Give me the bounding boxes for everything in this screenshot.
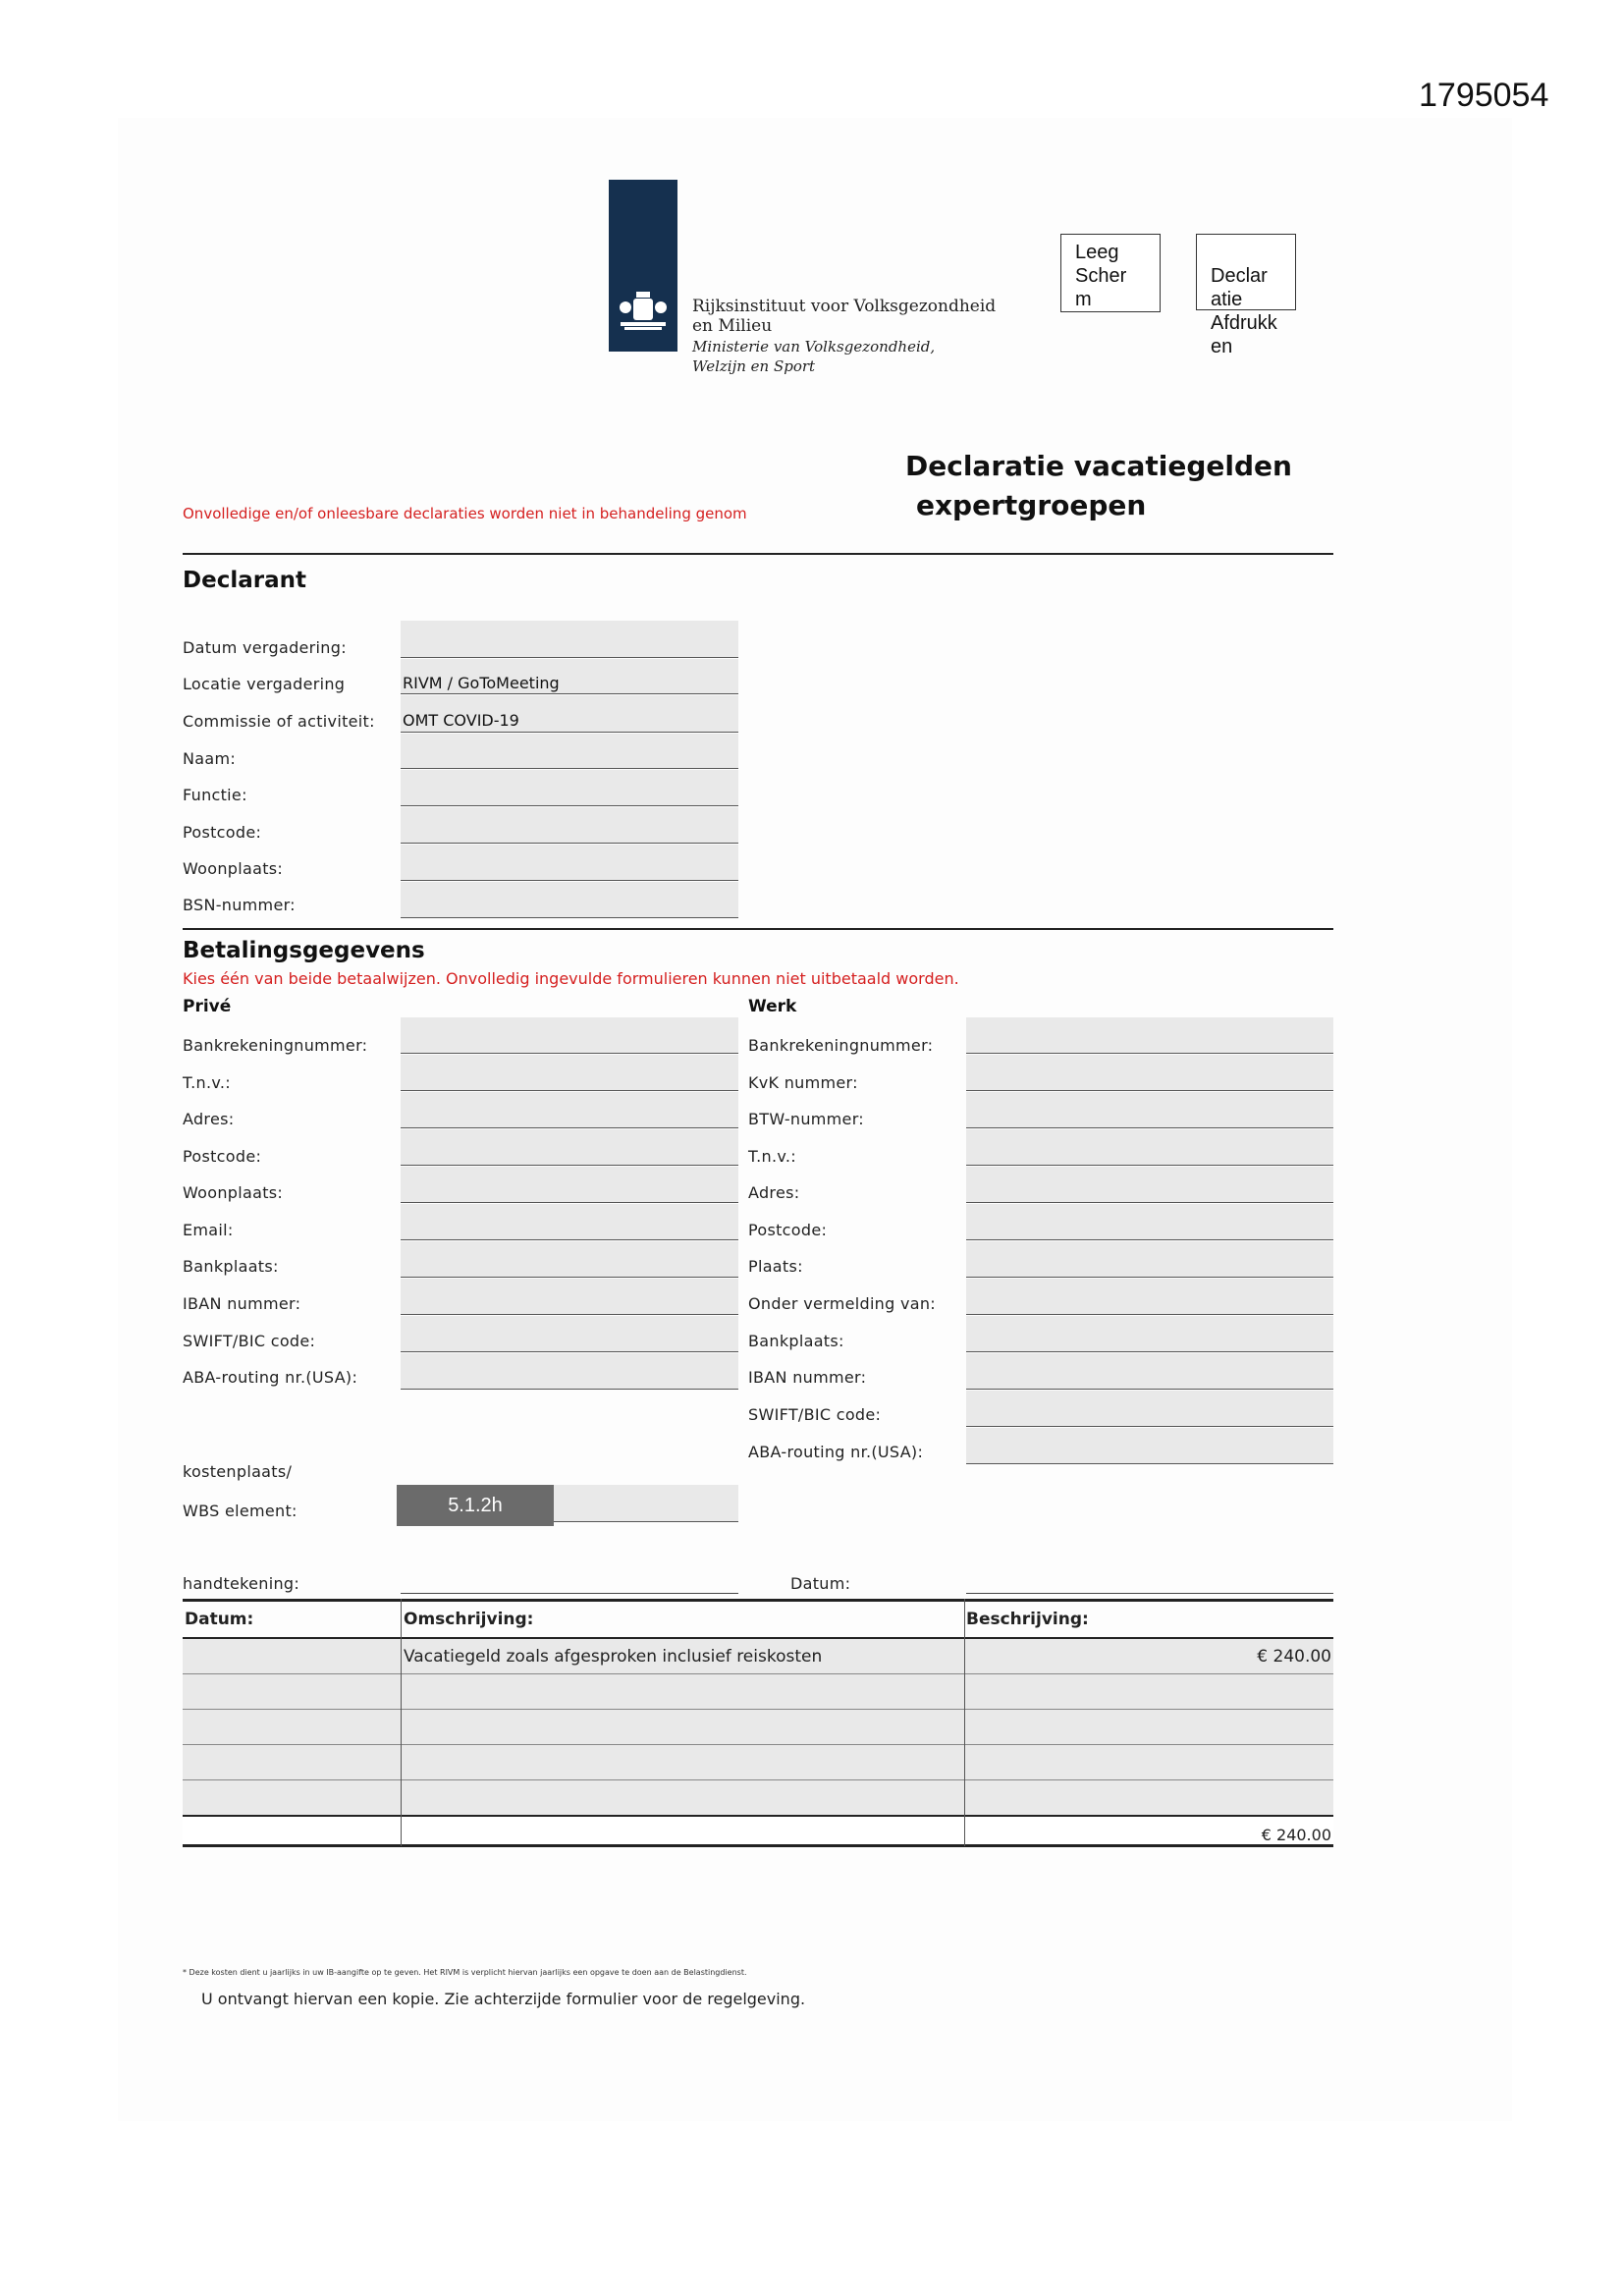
wbs-element-label: WBS element: xyxy=(183,1502,298,1520)
payment-note: Kies één van beide betaalwijzen. Onvolledig ingevulde formulieren kunnen niet uitbetaald worden. xyxy=(183,969,959,988)
table-cell-description[interactable] xyxy=(402,1745,964,1780)
field-label: KvK nummer: xyxy=(748,1073,858,1092)
work-place-input[interactable] xyxy=(966,1241,1333,1278)
org-name-line2: en Milieu xyxy=(692,316,773,336)
field-label: Postcode: xyxy=(748,1221,828,1239)
incomplete-warning: Onvolledige en/of onleesbare declaraties worden niet in behandeling genom xyxy=(183,505,747,522)
table-cell-date[interactable] xyxy=(183,1674,402,1710)
table-cell-description[interactable]: Vacatiegeld zoals afgesproken inclusief reiskosten xyxy=(402,1638,964,1674)
print-declaration-button[interactable]: Declar atie Afdrukk en xyxy=(1196,234,1296,310)
ministry-line2: Welzijn en Sport xyxy=(692,357,816,375)
ministry-line1: Ministerie van Volksgezondheid, xyxy=(692,338,936,355)
field-label: T.n.v.: xyxy=(183,1073,231,1092)
total-cell-empty xyxy=(183,1816,402,1846)
total-amount: € 240.00 xyxy=(964,1816,1333,1846)
field-label: Adres: xyxy=(183,1110,235,1128)
work-address-input[interactable] xyxy=(966,1167,1333,1203)
field-label: BSN-nummer: xyxy=(183,896,296,914)
private-address-input[interactable] xyxy=(401,1092,738,1128)
table-cell-date[interactable] xyxy=(183,1710,402,1745)
amount-column-header: Beschrijving: xyxy=(964,1601,1333,1639)
residence-input[interactable] xyxy=(401,845,738,881)
field-label: Naam: xyxy=(183,749,237,768)
meeting-date-input[interactable] xyxy=(401,621,738,658)
cost-center-label: kostenplaats/ xyxy=(183,1462,293,1481)
payment-heading: Betalingsgegevens xyxy=(183,938,425,963)
private-swift-input[interactable] xyxy=(401,1316,738,1352)
private-bank-account-input[interactable] xyxy=(401,1017,738,1054)
field-label: Functie: xyxy=(183,786,247,804)
table-cell-amount[interactable] xyxy=(964,1710,1333,1745)
field-label: Email: xyxy=(183,1221,234,1239)
wbs-element-value[interactable]: 5.1.2h xyxy=(397,1485,554,1526)
table-row xyxy=(183,1710,1333,1745)
tax-footnote: * Deze kosten dient u jaarlijks in uw IB-aangifte op te geven. Het RIVM is verplicht hiervan jaarlijks een opgave te doen aan de Belastingdienst. xyxy=(183,1968,747,1977)
function-input[interactable] xyxy=(401,770,738,806)
crest-icon xyxy=(617,290,670,333)
private-tnv-input[interactable] xyxy=(401,1055,738,1091)
field-label: SWIFT/BIC code: xyxy=(748,1405,882,1424)
private-postcode-input[interactable] xyxy=(401,1129,738,1166)
divider xyxy=(183,928,1333,930)
private-iban-input[interactable] xyxy=(401,1279,738,1315)
field-label: Onder vermelding van: xyxy=(748,1294,936,1313)
table-total-row xyxy=(183,1816,1333,1846)
table-row xyxy=(183,1745,1333,1780)
table-cell-description[interactable] xyxy=(402,1674,964,1710)
signature-label: handtekening: xyxy=(183,1574,300,1593)
field-label: Bankplaats: xyxy=(748,1332,844,1350)
field-label: Plaats: xyxy=(748,1257,803,1276)
field-label: Locatie vergadering xyxy=(183,675,346,693)
private-residence-input[interactable] xyxy=(401,1167,738,1203)
declarant-heading: Declarant xyxy=(183,568,306,593)
field-label: Postcode: xyxy=(183,1147,262,1166)
field-label: Adres: xyxy=(748,1183,800,1202)
field-label: ABA-routing nr.(USA): xyxy=(183,1368,358,1387)
field-label: Bankplaats: xyxy=(183,1257,279,1276)
org-name-line1: Rijksinstituut voor Volksgezondheid xyxy=(692,297,997,316)
work-bank-account-input[interactable] xyxy=(966,1017,1333,1054)
postcode-input[interactable] xyxy=(401,807,738,844)
table-row xyxy=(183,1780,1333,1817)
table-cell-description[interactable] xyxy=(402,1710,964,1745)
form-title-line2: expertgroepen xyxy=(916,489,1147,521)
divider xyxy=(183,553,1333,555)
table-column-divider xyxy=(964,1599,965,1846)
field-label: BTW-nummer: xyxy=(748,1110,864,1128)
clear-screen-button[interactable]: Leeg Scher m xyxy=(1060,234,1161,312)
field-label: Bankrekeningnummer: xyxy=(183,1036,368,1055)
signature-date-label: Datum: xyxy=(790,1574,851,1593)
work-reference-input[interactable] xyxy=(966,1279,1333,1315)
signature-line[interactable] xyxy=(401,1593,738,1594)
bsn-input[interactable] xyxy=(401,882,738,918)
table-row xyxy=(183,1674,1333,1710)
date-column-header: Datum: xyxy=(183,1601,402,1639)
total-cell-empty xyxy=(402,1816,964,1846)
table-cell-date[interactable] xyxy=(183,1780,402,1817)
work-swift-input[interactable] xyxy=(966,1391,1333,1427)
work-kvk-input[interactable] xyxy=(966,1055,1333,1091)
wbs-element-extra-input[interactable] xyxy=(554,1485,738,1522)
expense-table xyxy=(183,1599,1333,1847)
table-cell-date[interactable] xyxy=(183,1638,402,1674)
work-aba-input[interactable] xyxy=(966,1428,1333,1464)
field-label: Woonplaats: xyxy=(183,1183,284,1202)
rijksoverheid-logo xyxy=(609,180,677,352)
table-cell-amount[interactable] xyxy=(964,1745,1333,1780)
private-heading: Privé xyxy=(183,997,232,1016)
table-cell-amount[interactable] xyxy=(964,1780,1333,1817)
committee-input[interactable]: OMT COVID-19 xyxy=(401,695,738,733)
work-btw-input[interactable] xyxy=(966,1092,1333,1128)
meeting-location-input[interactable]: RIVM / GoToMeeting xyxy=(401,659,738,694)
table-row xyxy=(183,1638,1333,1674)
table-cell-amount[interactable] xyxy=(964,1674,1333,1710)
description-column-header: Omschrijving: xyxy=(402,1601,964,1639)
table-cell-amount[interactable]: € 240.00 xyxy=(964,1638,1333,1674)
form-title-line1: Declaratie vacatiegelden xyxy=(905,450,1292,482)
document-id: 1795054 xyxy=(1419,77,1549,114)
table-cell-description[interactable] xyxy=(402,1780,964,1817)
field-label: IBAN nummer: xyxy=(748,1368,867,1387)
field-label: IBAN nummer: xyxy=(183,1294,301,1313)
work-bank-place-input[interactable] xyxy=(966,1316,1333,1352)
name-input[interactable] xyxy=(401,734,738,769)
private-email-input[interactable] xyxy=(401,1204,738,1240)
private-aba-input[interactable] xyxy=(401,1353,738,1390)
field-label: Datum vergadering: xyxy=(183,638,347,657)
work-tnv-input[interactable] xyxy=(966,1129,1333,1166)
field-label: Woonplaats: xyxy=(183,859,284,878)
table-header-row xyxy=(183,1601,1333,1639)
table-cell-date[interactable] xyxy=(183,1745,402,1780)
work-postcode-input[interactable] xyxy=(966,1204,1333,1240)
signature-date-line[interactable] xyxy=(966,1593,1333,1594)
field-label: Commissie of activiteit: xyxy=(183,712,375,731)
work-iban-input[interactable] xyxy=(966,1353,1333,1390)
work-heading: Werk xyxy=(748,997,797,1016)
field-label: T.n.v.: xyxy=(748,1147,796,1166)
field-label: Bankrekeningnummer: xyxy=(748,1036,934,1055)
field-label: ABA-routing nr.(USA): xyxy=(748,1443,924,1461)
field-label: Postcode: xyxy=(183,823,262,842)
table-column-divider xyxy=(401,1599,402,1846)
field-label: SWIFT/BIC code: xyxy=(183,1332,316,1350)
private-bank-place-input[interactable] xyxy=(401,1241,738,1278)
copy-note: U ontvangt hiervan een kopie. Zie achterzijde formulier voor de regelgeving. xyxy=(201,1990,806,2008)
